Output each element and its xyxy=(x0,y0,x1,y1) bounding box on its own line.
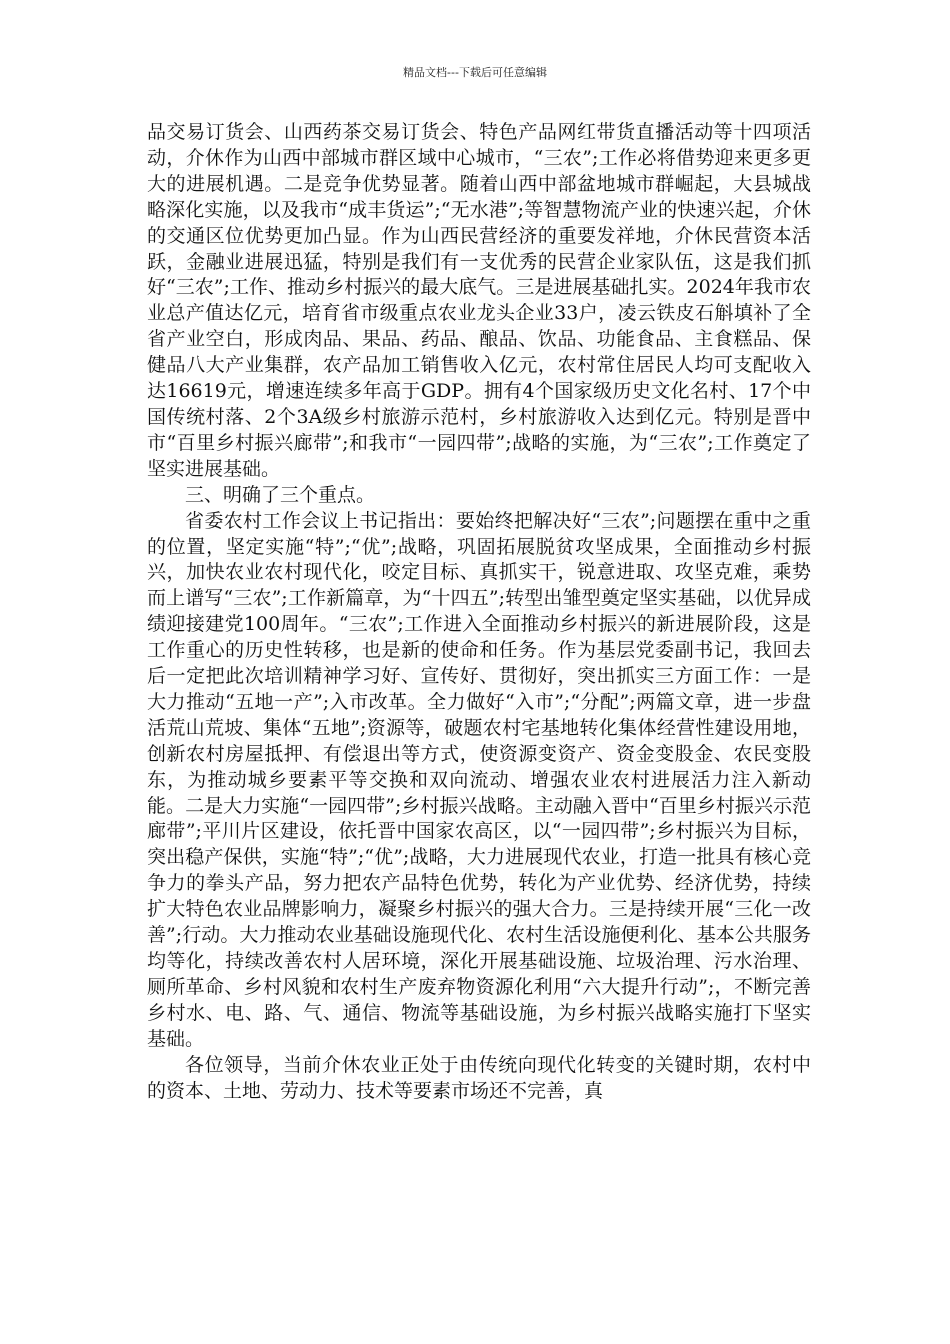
paragraph-closing: 各位领导，当前介休农业正处于由传统向现代化转变的关键时期，农村中的资本、土地、劳动力、技术等要素市场还不完善，真 xyxy=(147,1053,811,1102)
document-body xyxy=(147,120,811,1104)
page-header: 精品文档---下载后可任意编辑 xyxy=(403,66,547,79)
paragraph-continuation: 品交易订货会、山西药茶交易订货会、特色产品网红带货直播活动等十四项活动，介休作为山西中部城市群区域中心城市，“三农”;工作必将借势迎来更多更大的进展机遇。二是竞争优势显著。随着山西中部盆地城市群崛起，大县城战略深化实施，以及我市“成丰货运”;“无水港”;等智慧物流产业的快速兴起，介休的交通区位优势更加凸显。作为山西民营经济的重要发祥地，介休民营资本活跃，金融业进展迅猛，特别是我们有一支优秀的民营企业家队伍，这是我们抓好“三农”;工作、推动乡村振兴的最大底气。三是进展基础扎实。2024年我市农业总产值达亿元，培育省市级重点农业龙头企业33户，凌云铁皮石斛填补了全省产业空白，形成肉品、果品、药品、酿品、饮品、功能食品、主食糕品、保健品八大产业集群，农产品加工销售收入亿元，农村常住居民人均可支配收入达16619元，增速连续多年高于GDP。拥有4个国家级历史文化名村、17个中国传统村落、2个3A级乡村旅游示范村，乡村旅游收入达到亿元。特别是晋中市“百里乡村振兴廊带”;和我市“一园四带”;战略的实施，为“三农”;工作奠定了坚实进展基础。 xyxy=(147,121,811,480)
section-heading: 三、明确了三个重点。 xyxy=(185,483,376,506)
paragraph-key-points: 省委农村工作会议上书记指出：要始终把解决好“三农”;问题摆在重中之重的位置，坚定实施“特”;“优”;战略，巩固拓展脱贫攻坚成果，全面推动乡村振兴，加快农业农村现代化，咬定目标、真抓实干，锐意进取、攻坚克难，乘势而上谱写“三农”;工作新篇章，为“十四五”;转型出雏型奠定坚实基础，以优异成绩迎接建党100周年。“三农”;工作进入全面推动乡村振兴的新进展阶段，这是工作重心的历史性转移，也是新的使命和任务。作为基层党委副书记，我回去后一定把此次培训精神学习好、宣传好、贯彻好，突出抓实三方面工作：一是大力推动“五地一产”;入市改革。全力做好“入市”;“分配”;两篇文章，进一步盘活荒山荒坡、集体“五地”;资源等，破题农村宅基地转化集体经营性建设用地，创新农村房屋抵押、有偿退出等方式，使资源变资产、资金变股金、农民变股东，为推动城乡要素平等交换和双向流动、增强农业农村进展活力注入新动能。二是大力实施“一园四带”;乡村振兴战略。主动融入晋中“百里乡村振兴示范廊带”;平川片区建设，依托晋中国家农高区，以“一园四带”;乡村振兴为目标，突出稳产保供，实施“特”;“优”;战略，大力进展现代农业，打造一批具有核心竞争力的拳头产品，努力把农产品特色优势，转化为产业优势、经济优势，持续扩大特色农业品牌影响力，凝聚乡村振兴的强大合力。三是持续开展“三化一改善”;行动。大力推动农业基础设施现代化、农村生活设施便利化、基本公共服务均等化，持续改善农村人居环境，深化开展基础设施、垃圾治理、污水治理、厕所革命、乡村风貌和农村生产废弃物资源化利用“六大提升行动”;，不断完善乡村水、电、路、气、通信、物流等基础设施，为乡村振兴战略实施打下坚实基础。 xyxy=(147,509,811,1050)
